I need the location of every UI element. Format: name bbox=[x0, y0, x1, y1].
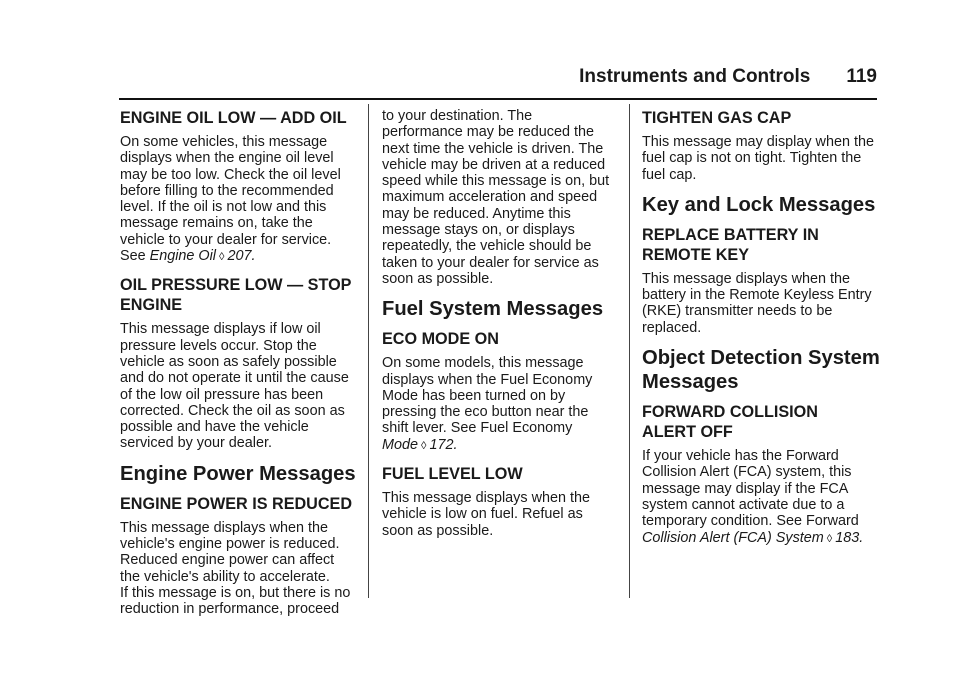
ref-tail: . bbox=[859, 529, 864, 546]
text-line: ENGINE bbox=[120, 296, 183, 315]
body-paragraph bbox=[120, 520, 360, 618]
text-line: soon as possible. bbox=[382, 270, 494, 287]
message-heading bbox=[642, 225, 882, 265]
cross-reference-page: 183 bbox=[835, 529, 860, 546]
text-line: and do not operate it until the cause bbox=[120, 370, 349, 387]
message-heading: ENGINE POWER IS REDUCED bbox=[120, 494, 353, 513]
column-divider bbox=[368, 104, 369, 598]
text-line: REPLACE BATTERY IN bbox=[642, 225, 819, 244]
page-number: 119 bbox=[846, 66, 877, 87]
text-line: to your destination. The bbox=[382, 108, 533, 124]
page-reference-icon: ◊ bbox=[219, 251, 225, 264]
text-line: performance may be reduced the bbox=[382, 124, 594, 141]
column-2 bbox=[382, 108, 622, 549]
section-heading bbox=[642, 346, 882, 394]
text-line: Collision Alert (FCA) system, this bbox=[642, 464, 852, 481]
cross-reference-title: Engine Oil bbox=[149, 248, 217, 265]
text-line: replaced. bbox=[642, 319, 702, 336]
text-line: the vehicle's ability to accelerate. bbox=[120, 568, 330, 585]
cross-reference-page: 172 bbox=[429, 436, 454, 453]
message-heading: ECO MODE ON bbox=[382, 330, 499, 349]
body-paragraph bbox=[642, 271, 882, 336]
text-line: before filling to the recommended bbox=[120, 182, 334, 199]
text-line: vehicle may be driven at a reduced bbox=[382, 156, 606, 173]
ref-tail: . bbox=[453, 436, 458, 453]
section-heading: Fuel System Messages bbox=[382, 298, 604, 321]
text-line: possible and have the vehicle bbox=[120, 419, 309, 436]
text-line: This message displays when the bbox=[382, 490, 590, 507]
page-header bbox=[119, 66, 877, 88]
cross-reference-title: Mode bbox=[382, 436, 418, 453]
ref-lead: See bbox=[120, 248, 146, 265]
text-line: pressing the eco button near the bbox=[382, 404, 589, 421]
text-line: pressure levels occur. Stop the bbox=[120, 337, 317, 354]
text-line: vehicle's engine power is reduced. bbox=[120, 536, 340, 553]
cross-reference-page: 207 bbox=[227, 248, 252, 265]
ref-tail: . bbox=[251, 248, 256, 265]
header-rule bbox=[119, 98, 877, 100]
text-line: This message may display when the bbox=[642, 134, 874, 150]
cross-reference-title: Collision Alert (FCA) System bbox=[642, 529, 824, 546]
text-line: vehicle to your dealer for service. bbox=[120, 231, 332, 248]
text-line: displays when the engine oil level bbox=[120, 150, 334, 167]
section-heading: Key and Lock Messages bbox=[642, 193, 876, 216]
body-paragraph bbox=[382, 108, 622, 287]
text-line: shift lever. See Fuel Economy bbox=[382, 420, 573, 437]
text-line: fuel cap. bbox=[642, 166, 697, 183]
message-heading: ENGINE OIL LOW — ADD OIL bbox=[120, 109, 347, 127]
column-1 bbox=[120, 108, 360, 628]
text-line: This message displays when the bbox=[642, 270, 850, 287]
body-paragraph bbox=[120, 321, 360, 451]
text-line: taken to your dealer for service as bbox=[382, 254, 599, 271]
text-line: REMOTE KEY bbox=[642, 245, 750, 264]
text-line: message may display if the FCA bbox=[642, 480, 849, 497]
page-reference-icon: ◊ bbox=[826, 532, 833, 545]
text-line: message stays on, or displays bbox=[382, 222, 575, 239]
text-line: Messages bbox=[642, 371, 739, 394]
text-line: corrected. Check the oil as soon as bbox=[120, 402, 345, 419]
text-line: message remains on, take the bbox=[120, 215, 313, 232]
text-line: On some vehicles, this message bbox=[120, 134, 328, 150]
text-line: If your vehicle has the Forward bbox=[642, 448, 839, 465]
text-line: vehicle is low on fuel. Refuel as bbox=[382, 506, 583, 523]
text-line: battery in the Remote Keyless Entry bbox=[642, 287, 872, 304]
text-line: On some models, this message bbox=[382, 355, 584, 372]
page-reference-icon: ◊ bbox=[421, 439, 427, 452]
text-line: displays when the Fuel Economy bbox=[382, 371, 593, 388]
text-line: FORWARD COLLISION bbox=[642, 403, 818, 422]
message-heading: TIGHTEN GAS CAP bbox=[642, 109, 792, 127]
text-line: Mode has been turned on by bbox=[382, 387, 566, 404]
text-line: ALERT OFF bbox=[642, 423, 733, 442]
section-heading: Engine Power Messages bbox=[120, 462, 356, 485]
body-paragraph bbox=[642, 134, 882, 183]
text-line: maximum acceleration and speed bbox=[382, 189, 598, 206]
text-line: Reduced engine power can affect bbox=[120, 552, 335, 569]
text-line: fuel cap is not on tight. Tighten the bbox=[642, 150, 862, 167]
text-line: Object Detection System bbox=[642, 347, 880, 370]
text-line: vehicle as soon as safely possible bbox=[120, 353, 337, 370]
text-line: may be reduced. Anytime this bbox=[382, 205, 571, 222]
column-divider bbox=[629, 104, 630, 598]
column-3 bbox=[642, 108, 882, 557]
section-title: Instruments and Controls bbox=[579, 66, 811, 87]
text-line: soon as possible. bbox=[382, 522, 494, 539]
message-heading bbox=[642, 402, 882, 442]
text-line: repeatedly, the vehicle should be bbox=[382, 238, 592, 255]
message-heading bbox=[120, 275, 360, 315]
body-paragraph bbox=[120, 134, 360, 265]
text-line: speed while this message is on, but bbox=[382, 173, 610, 190]
text-line: next time the vehicle is driven. The bbox=[382, 140, 604, 157]
text-line: level. If the oil is not low and this bbox=[120, 199, 327, 216]
body-paragraph bbox=[382, 490, 622, 539]
text-line: of the low oil pressure has been bbox=[120, 386, 324, 403]
text-line: system cannot activate due to a bbox=[642, 496, 845, 513]
text-line: If this message is on, but there is no bbox=[120, 584, 351, 601]
text-line: This message displays when the bbox=[120, 519, 328, 536]
body-paragraph bbox=[382, 355, 622, 454]
text-line: temporary condition. See Forward bbox=[642, 513, 859, 530]
text-line: may be too low. Check the oil level bbox=[120, 166, 341, 183]
text-line: OIL PRESSURE LOW — STOP bbox=[120, 276, 352, 295]
text-line: reduction in performance, proceed bbox=[120, 601, 340, 618]
text-line: This message displays if low oil bbox=[120, 321, 321, 338]
body-paragraph bbox=[642, 448, 882, 547]
message-heading: FUEL LEVEL LOW bbox=[382, 465, 523, 484]
text-line: serviced by your dealer. bbox=[120, 435, 272, 452]
text-line: (RKE) transmitter needs to be bbox=[642, 303, 833, 320]
